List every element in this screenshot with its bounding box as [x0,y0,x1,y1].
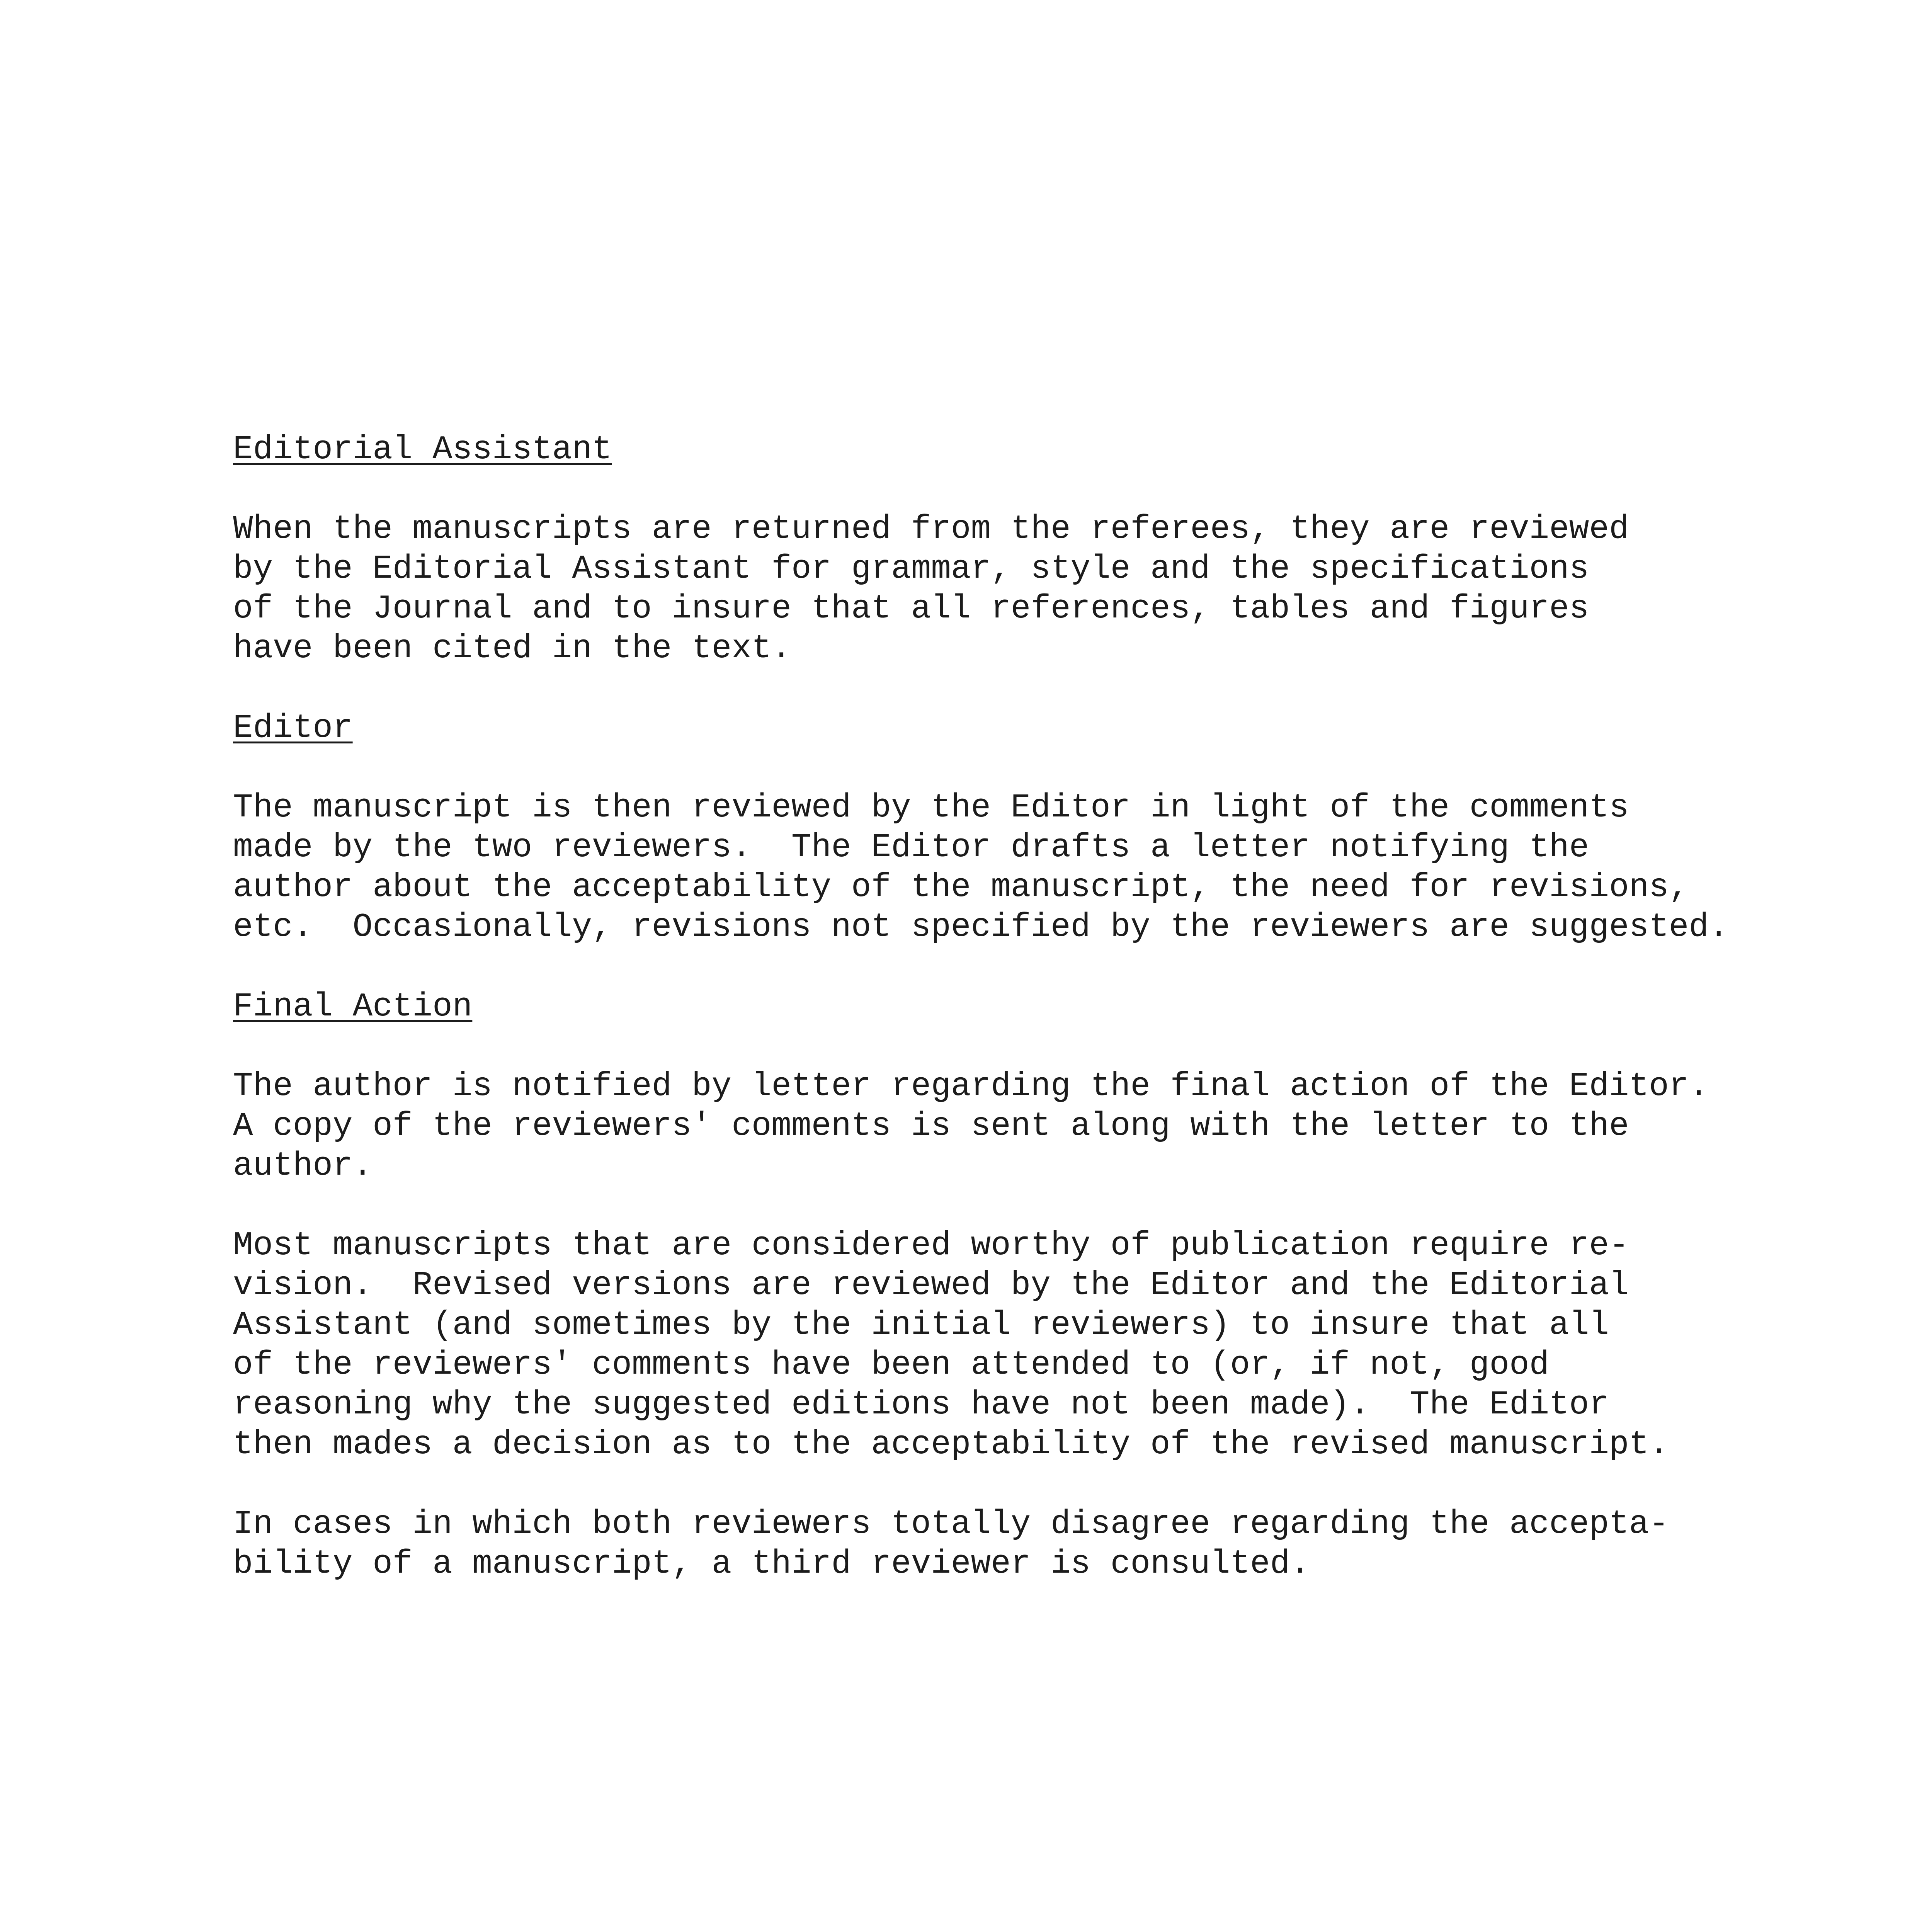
document-body [233,430,1817,1584]
spacer [233,748,1817,788]
text-line: In cases in which both reviewers totally disagree regarding the accepta- [233,1505,1669,1543]
paragraph [233,509,1817,668]
text-line: made by the two reviewers. The Editor drafts a letter notifying the [233,828,1589,866]
section-heading: Final Action [233,988,473,1026]
text-line: Assistant (and sometimes by the initial reviewers) to insure that all [233,1306,1609,1344]
text-line: have been cited in the text. [233,629,792,667]
text-line: author. [233,1147,373,1185]
spacer [233,1464,1817,1504]
text-line: of the Journal and to insure that all references, tables and figures [233,590,1589,628]
spacer [233,668,1817,708]
text-line: of the reviewers' comments have been attended to (or, if not, good [233,1346,1550,1384]
text-line: author about the acceptability of the manuscript, the need for revisions, [233,868,1689,906]
section-editorial-assistant [233,430,1817,708]
section-heading: Editor [233,709,353,747]
paragraph [233,1066,1817,1186]
section-editor [233,708,1817,987]
text-line: by the Editorial Assistant for grammar, style and the specifications [233,550,1589,588]
text-line: A copy of the reviewers' comments is sent along with the letter to the [233,1107,1629,1145]
section-final-action [233,987,1817,1584]
text-line: The manuscript is then reviewed by the Editor in light of the comments [233,789,1629,827]
paragraph [233,1504,1817,1584]
spacer [233,469,1817,509]
section-heading: Editorial Assistant [233,430,612,468]
text-line: When the manuscripts are returned from the referees, they are reviewed [233,510,1629,548]
spacer [233,1027,1817,1066]
paragraph [233,1226,1817,1464]
text-line: reasoning why the suggested editions have not been made). The Editor [233,1386,1609,1423]
text-line: then mades a decision as to the acceptability of the revised manuscript. [233,1425,1669,1463]
spacer [233,1186,1817,1226]
paragraph [233,788,1817,947]
text-line: etc. Occasionally, revisions not specified by the reviewers are suggested. [233,908,1729,946]
spacer [233,947,1817,987]
text-line: bility of a manuscript, a third reviewer is consulted. [233,1545,1310,1583]
text-line: The author is notified by letter regarding the final action of the Editor. [233,1067,1709,1105]
text-line: vision. Revised versions are reviewed by the Editor and the Editorial [233,1266,1629,1304]
text-line: Most manuscripts that are considered worthy of publication require re- [233,1226,1629,1264]
